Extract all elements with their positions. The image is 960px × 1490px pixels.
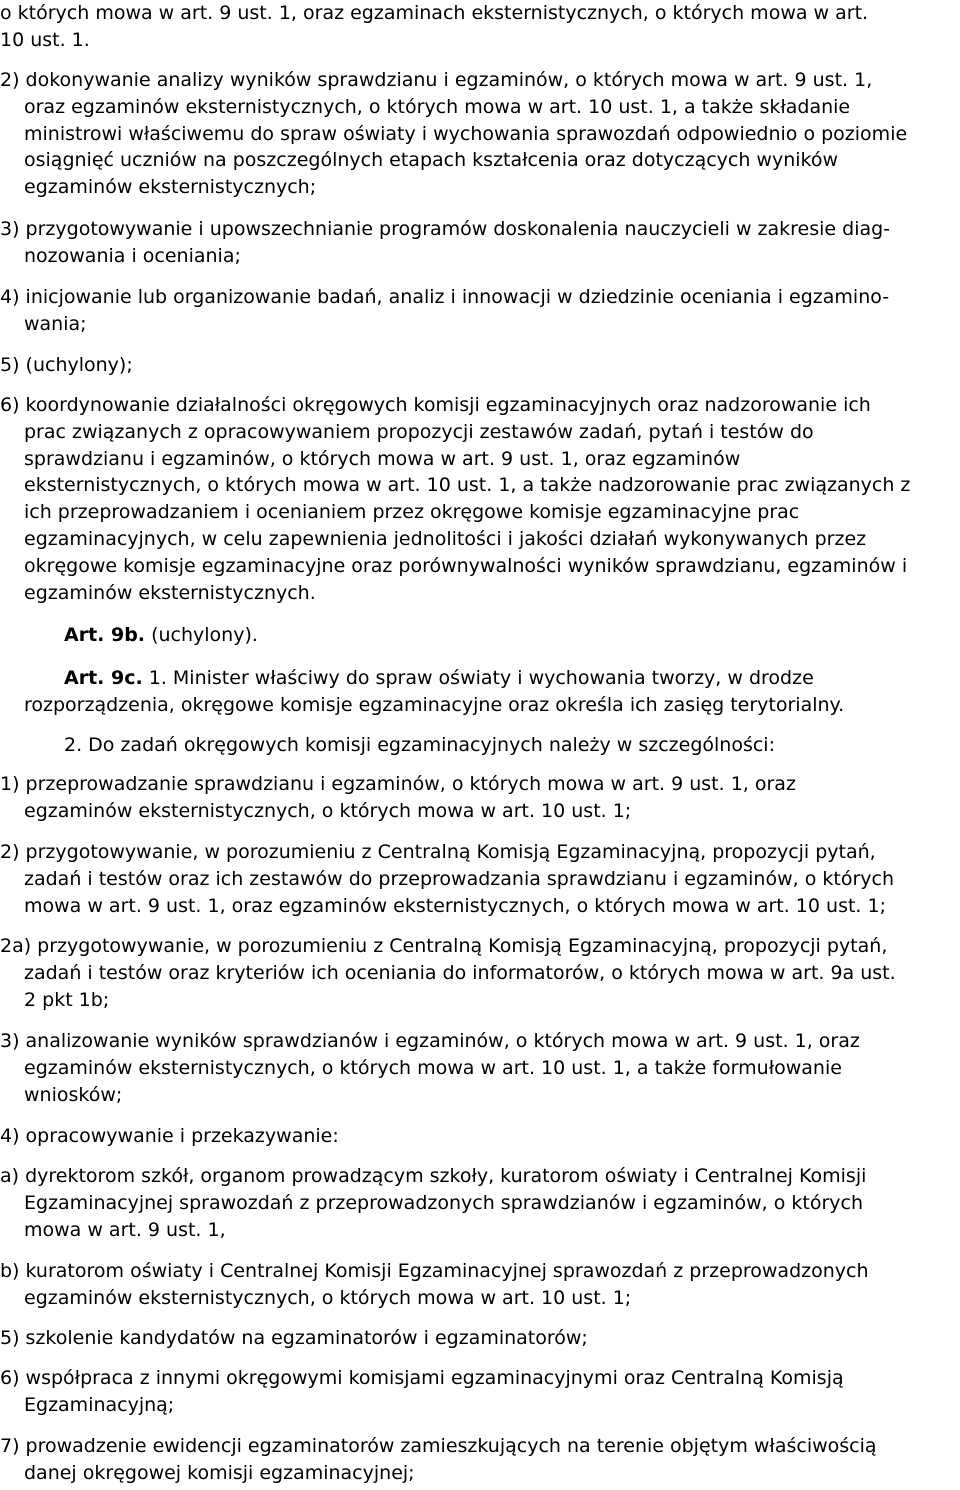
text-line: okręgowe komisje egzaminacyjne oraz porównywalności wyników sprawdzianu, egzaminów i — [24, 554, 908, 577]
text-line: 2 pkt 1b; — [24, 988, 110, 1011]
oke-point-4a — [0, 1163, 960, 1243]
oke-point-6 — [0, 1365, 960, 1419]
text-line: egzaminów eksternistycznych. — [24, 581, 316, 604]
text-line: egzaminów eksternistycznych, o których mowa w art. 10 ust. 1; — [24, 1286, 632, 1309]
text-line: 5) szkolenie kandydatów na egzaminatorów i egzaminatorów; — [0, 1327, 588, 1349]
text-line: oraz egzaminów eksternistycznych, o których mowa w art. 10 ust. 1, a także składanie — [24, 95, 851, 118]
text-line: 4) inicjowanie lub organizowanie badań, analiz i innowacji w dziedzinie oceniania i egzamino- — [0, 286, 890, 308]
cke-point-5 — [0, 352, 960, 379]
text-line: danej okręgowej komisji egzaminacyjnej; — [24, 1461, 415, 1484]
text-line: b) kuratorom oświaty i Centralnej Komisji Egzaminacyjnej sprawozdań z przeprowadzonych — [0, 1260, 869, 1282]
oke-point-2 — [0, 839, 960, 919]
text-line: 2) dokonywanie analizy wyników sprawdzianu i egzaminów, o których mowa w art. 9 ust. 1, — [0, 69, 873, 91]
text-line: 2a) przygotowywanie, w porozumieniu z Centralną Komisją Egzaminacyjną, propozycji pytań, — [0, 935, 888, 957]
text-line: Egzaminacyjną; — [24, 1393, 175, 1416]
article-9c — [0, 665, 960, 719]
text-line: egzaminów eksternistycznych, o których mowa w art. 10 ust. 1, a także formułowanie — [24, 1056, 842, 1079]
text-line: 5) (uchylony); — [0, 354, 133, 376]
text-line: 4) opracowywanie i przekazywanie: — [0, 1125, 339, 1147]
text-line: 6) koordynowanie działalności okręgowych komisji egzaminacyjnych oraz nadzorowanie ich — [0, 394, 871, 416]
text-line: ich przeprowadzaniem i ocenianiem przez okręgowe komisje egzaminacyjne prac — [24, 501, 800, 524]
article-label: Art. 9c. — [64, 667, 143, 689]
cke-point-4 — [0, 284, 960, 338]
article-text: (uchylony). — [145, 624, 258, 646]
article-text: 1. Minister właściwy do spraw oświaty i wychowania tworzy, w drodze — [142, 667, 814, 689]
text-line: sprawdzianu i egzaminów, o których mowa w art. 9 ust. 1, oraz egzaminów — [24, 447, 741, 470]
cke-point-2 — [0, 67, 960, 201]
text-line: zadań i testów oraz kryteriów ich oceniania do informatorów, o których mowa w art. 9a ust. — [24, 961, 896, 984]
oke-point-2a — [0, 933, 960, 1013]
text-line: egzaminów eksternistycznych, o których mowa w art. 10 ust. 1; — [24, 799, 632, 822]
article-label: Art. 9b. — [64, 624, 146, 646]
text-line: eksternistycznych, o których mowa w art. 10 ust. 1, a także nadzorowanie prac związanych z — [24, 474, 911, 497]
oke-point-4 — [0, 1123, 960, 1150]
text-line: nozowania i oceniania; — [24, 244, 241, 267]
cke-point-3 — [0, 216, 960, 270]
text-line: 6) współpraca z innymi okręgowymi komisjami egzaminacyjnymi oraz Centralną Komisją — [0, 1367, 844, 1389]
text-line: 1) przeprowadzanie sprawdzianu i egzaminów, o których mowa w art. 9 ust. 1, oraz — [0, 773, 796, 795]
text-line — [0, 665, 960, 692]
continuation-paragraph — [0, 0, 960, 54]
text-line: prac związanych z opracowywaniem propozycji zestawów zadań, pytań i testów do — [24, 420, 814, 443]
article-9b — [0, 622, 960, 649]
text-line: rozporządzenia, okręgowe komisje egzaminacyjne oraz określa ich zasięg terytorialny. — [24, 693, 845, 716]
text-line: 7) prowadzenie ewidencji egzaminatorów zamieszkujących na terenie objętym właściwością — [0, 1435, 877, 1457]
text-line: 3) przygotowywanie i upowszechnianie programów doskonalenia nauczycieli w zakresie diag- — [0, 218, 891, 240]
text-line: wniosków; — [24, 1083, 123, 1106]
text-line: o których mowa w art. 9 ust. 1, oraz egzaminach eksternistycznych, o których mowa w art. — [0, 2, 869, 24]
text-line: zadań i testów oraz ich zestawów do przeprowadzania sprawdzianu i egzaminów, o których — [24, 867, 894, 890]
text-line: mowa w art. 9 ust. 1, — [24, 1218, 226, 1241]
oke-point-4b — [0, 1258, 960, 1312]
text-line: egzaminacyjnych, w celu zapewnienia jednolitości i jakości działań wykonywanych przez — [24, 527, 867, 550]
text-line: 2. Do zadań okręgowych komisji egzaminacyjnych należy w szczególności: — [64, 734, 775, 756]
text-line: egzaminów eksternistycznych; — [24, 176, 317, 199]
text-line: Egzaminacyjnej sprawozdań z przeprowadzonych sprawdzianów i egzaminów, o których — [24, 1191, 863, 1214]
text-line: 3) analizowanie wyników sprawdzianów i egzaminów, o których mowa w art. 9 ust. 1, oraz — [0, 1030, 860, 1052]
oke-point-7 — [0, 1433, 960, 1487]
cke-point-6 — [0, 392, 960, 606]
text-line: 10 ust. 1. — [0, 28, 90, 51]
article-9c-paragraph-2 — [0, 732, 960, 759]
text-line: osiągnięć uczniów na poszczególnych etapach kształcenia oraz dotyczących wyników — [24, 149, 839, 172]
text-line: mowa w art. 9 ust. 1, oraz egzaminów eksternistycznych, o których mowa w art. 10 ust. 1; — [24, 894, 886, 917]
text-line: ministrowi właściwemu do spraw oświaty i wychowania sprawozdań odpowiednio o poziomie — [24, 122, 908, 145]
oke-point-3 — [0, 1028, 960, 1108]
text-line: wania; — [24, 312, 87, 335]
oke-point-5 — [0, 1325, 960, 1352]
oke-point-1 — [0, 771, 960, 825]
text-line — [64, 622, 960, 649]
text-line: a) dyrektorom szkół, organom prowadzącym szkoły, kuratorom oświaty i Centralnej Komisji — [0, 1165, 867, 1187]
text-line: 2) przygotowywanie, w porozumieniu z Centralną Komisją Egzaminacyjną, propozycji pytań, — [0, 841, 876, 863]
